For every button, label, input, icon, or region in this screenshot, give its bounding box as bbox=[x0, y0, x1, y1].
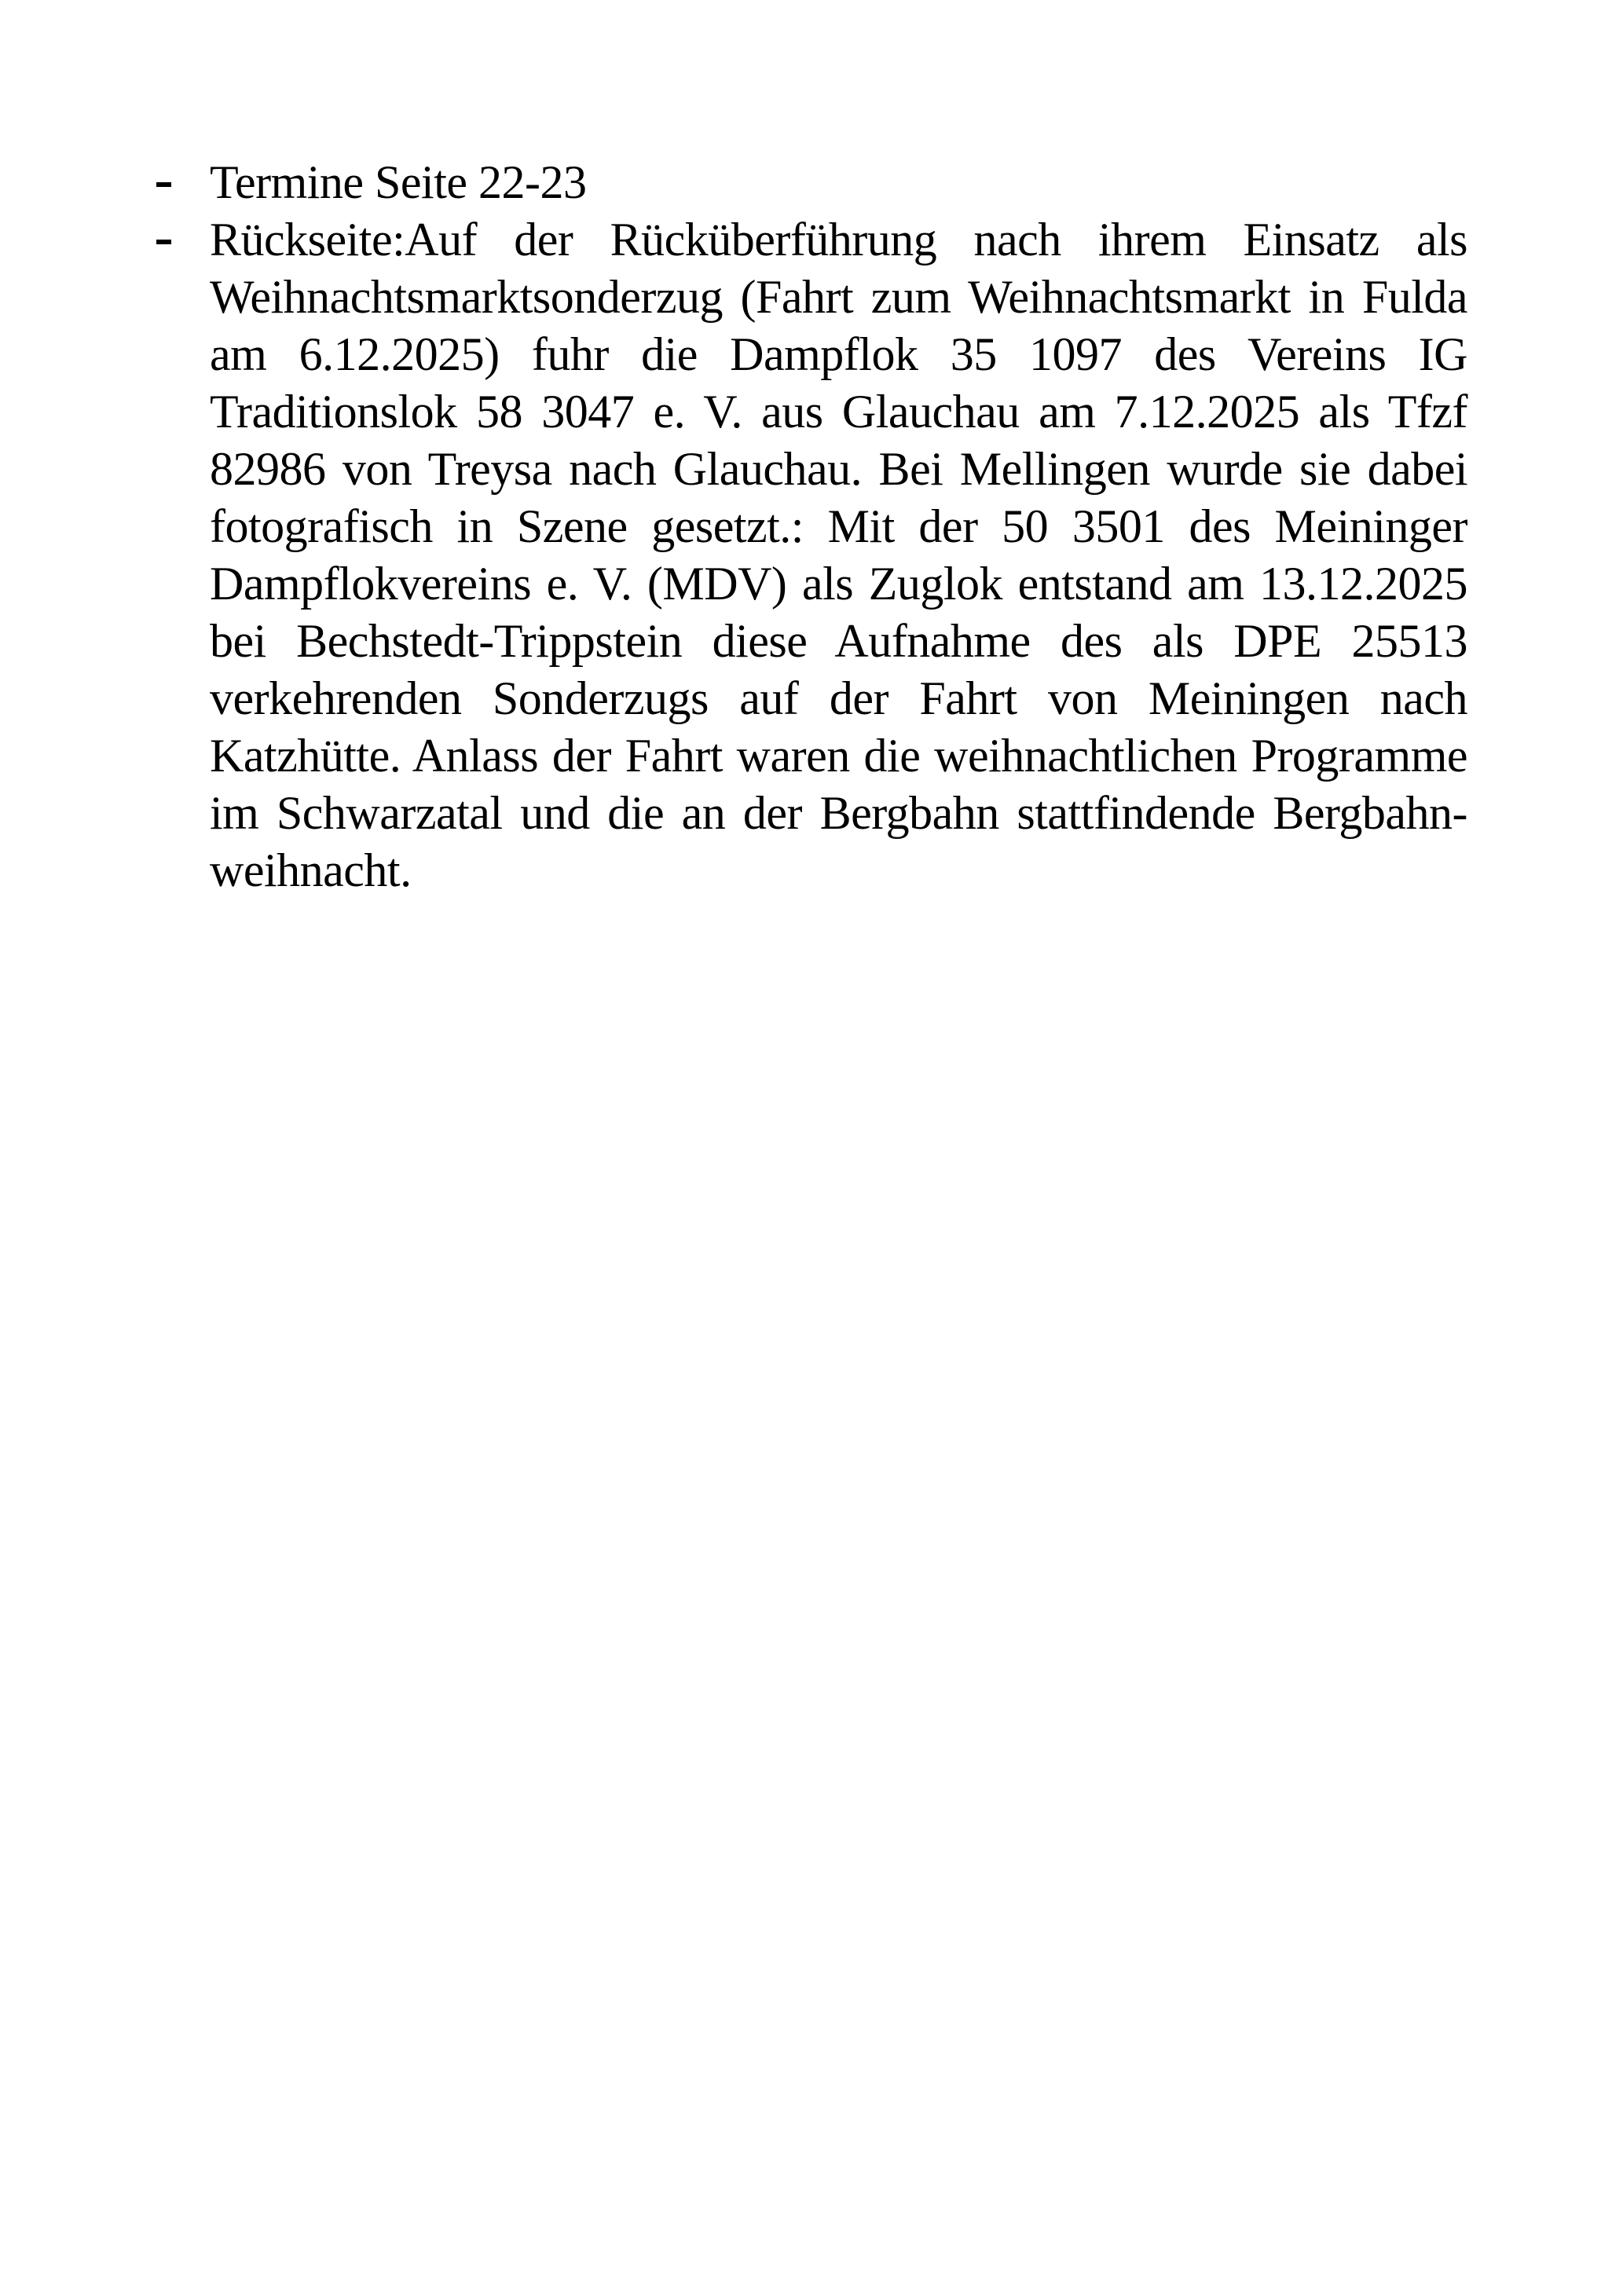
list-item-text-line: Weihnachtsmarktsonderzug (Fahrt zum Weihnachtsmarkt in Fulda bbox=[210, 271, 1467, 323]
list-item-text-line: Rückseite:Auf der Rücküberführung nach ihrem Einsatz als bbox=[210, 214, 1467, 265]
list-item-text-line: am 6.12.2025) fuhr die Dampflok 35 1097 des Vereins IG bbox=[210, 328, 1467, 380]
list-item-termine bbox=[154, 154, 1467, 211]
list-item-text-line: Termine Seite 22-23 bbox=[210, 156, 587, 208]
list-item-text-line: im Schwarzatal und die an der Bergbahn stattfindende Bergbahn- bbox=[210, 787, 1467, 839]
list-item-text-line: Dampflokvereins e. V. (MDV) als Zuglok entstand am 13.12.2025 bbox=[210, 558, 1467, 610]
list-item-text-line: Katzhütte. Anlass der Fahrt waren die weihnachtlichen Programme bbox=[210, 730, 1467, 782]
list-item-text-line: bei Bechstedt-Trippstein diese Aufnahme des als DPE 25513 bbox=[210, 615, 1467, 667]
dash-bullet-icon bbox=[154, 211, 185, 269]
list-item-text-line: Traditionslok 58 3047 e. V. aus Glauchau am 7.12.2025 als Tfzf bbox=[210, 386, 1467, 438]
list-item-text-line: verkehrenden Sonderzugs auf der Fahrt von Meiningen nach bbox=[210, 672, 1467, 724]
list-item-text-line: 82986 von Treysa nach Glauchau. Bei Mellingen wurde sie dabei bbox=[210, 443, 1467, 495]
dash-bullet-icon bbox=[154, 154, 185, 211]
list-item-text-line: weihnacht. bbox=[210, 844, 412, 896]
bullet-list bbox=[154, 154, 1467, 899]
list-item-text-line: fotografisch in Szene gesetzt.: Mit der 50 3501 des Meininger bbox=[210, 500, 1467, 552]
list-item-rueckseite bbox=[154, 211, 1467, 899]
